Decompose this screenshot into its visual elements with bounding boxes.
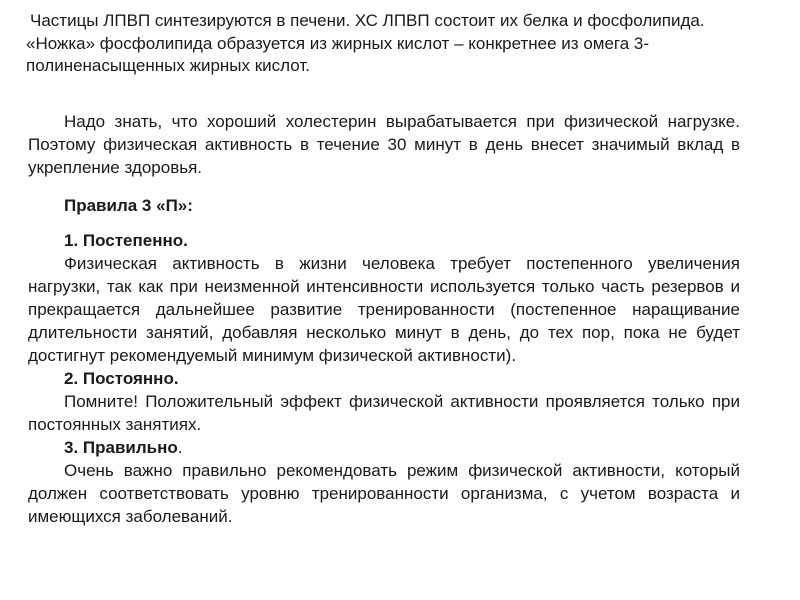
intro-paragraph [26, 10, 766, 78]
intro-text: Частицы ЛПВП синтезируются в печени. ХС ЛПВП состоит их белка и фосфолипида. «Ножка» фосфолипида образуется из жирных кислот – конкретнее из омега 3-полиненасыщенных жирных кислот. [26, 11, 705, 75]
paragraph-exercise: Надо знать, что хороший холестерин вырабатывается при физической нагрузке. Поэтому физическая активность в течение 30 минут в день внесет значимый вклад в укрепление здоровья. [28, 112, 740, 177]
main-text-block [28, 110, 740, 528]
rule-2-heading: 2. Постоянно. [64, 369, 179, 388]
rules-title: Правила 3 «П»: [64, 196, 193, 215]
rule-1-text: Физическая активность в жизни человека требует постепенного увеличения нагрузки, так как при неизменной интенсивности используется только часть резервов и прекращается дальнейшее развитие тренированности (постепенное наращивание длительности занятий, добавляя несколько минут в день, до тех пор, пока не будет достигнут рекомендуемый минимум физической активности). [28, 254, 740, 365]
rule-3-heading-label: 3. Правильно [64, 438, 178, 457]
rule-3-text: Очень важно правильно рекомендовать режим физической активности, который должен соответствовать уровню тренированности организма, с учетом возраста и имеющихся заболеваний. [28, 461, 740, 526]
rule-1-heading: 1. Постепенно. [64, 231, 188, 250]
rule-3-heading-period: . [177, 438, 183, 457]
rule-2-text: Помните! Положительный эффект физической активности проявляется только при постоянных занятиях. [28, 392, 740, 434]
rule-3-heading [28, 436, 740, 459]
